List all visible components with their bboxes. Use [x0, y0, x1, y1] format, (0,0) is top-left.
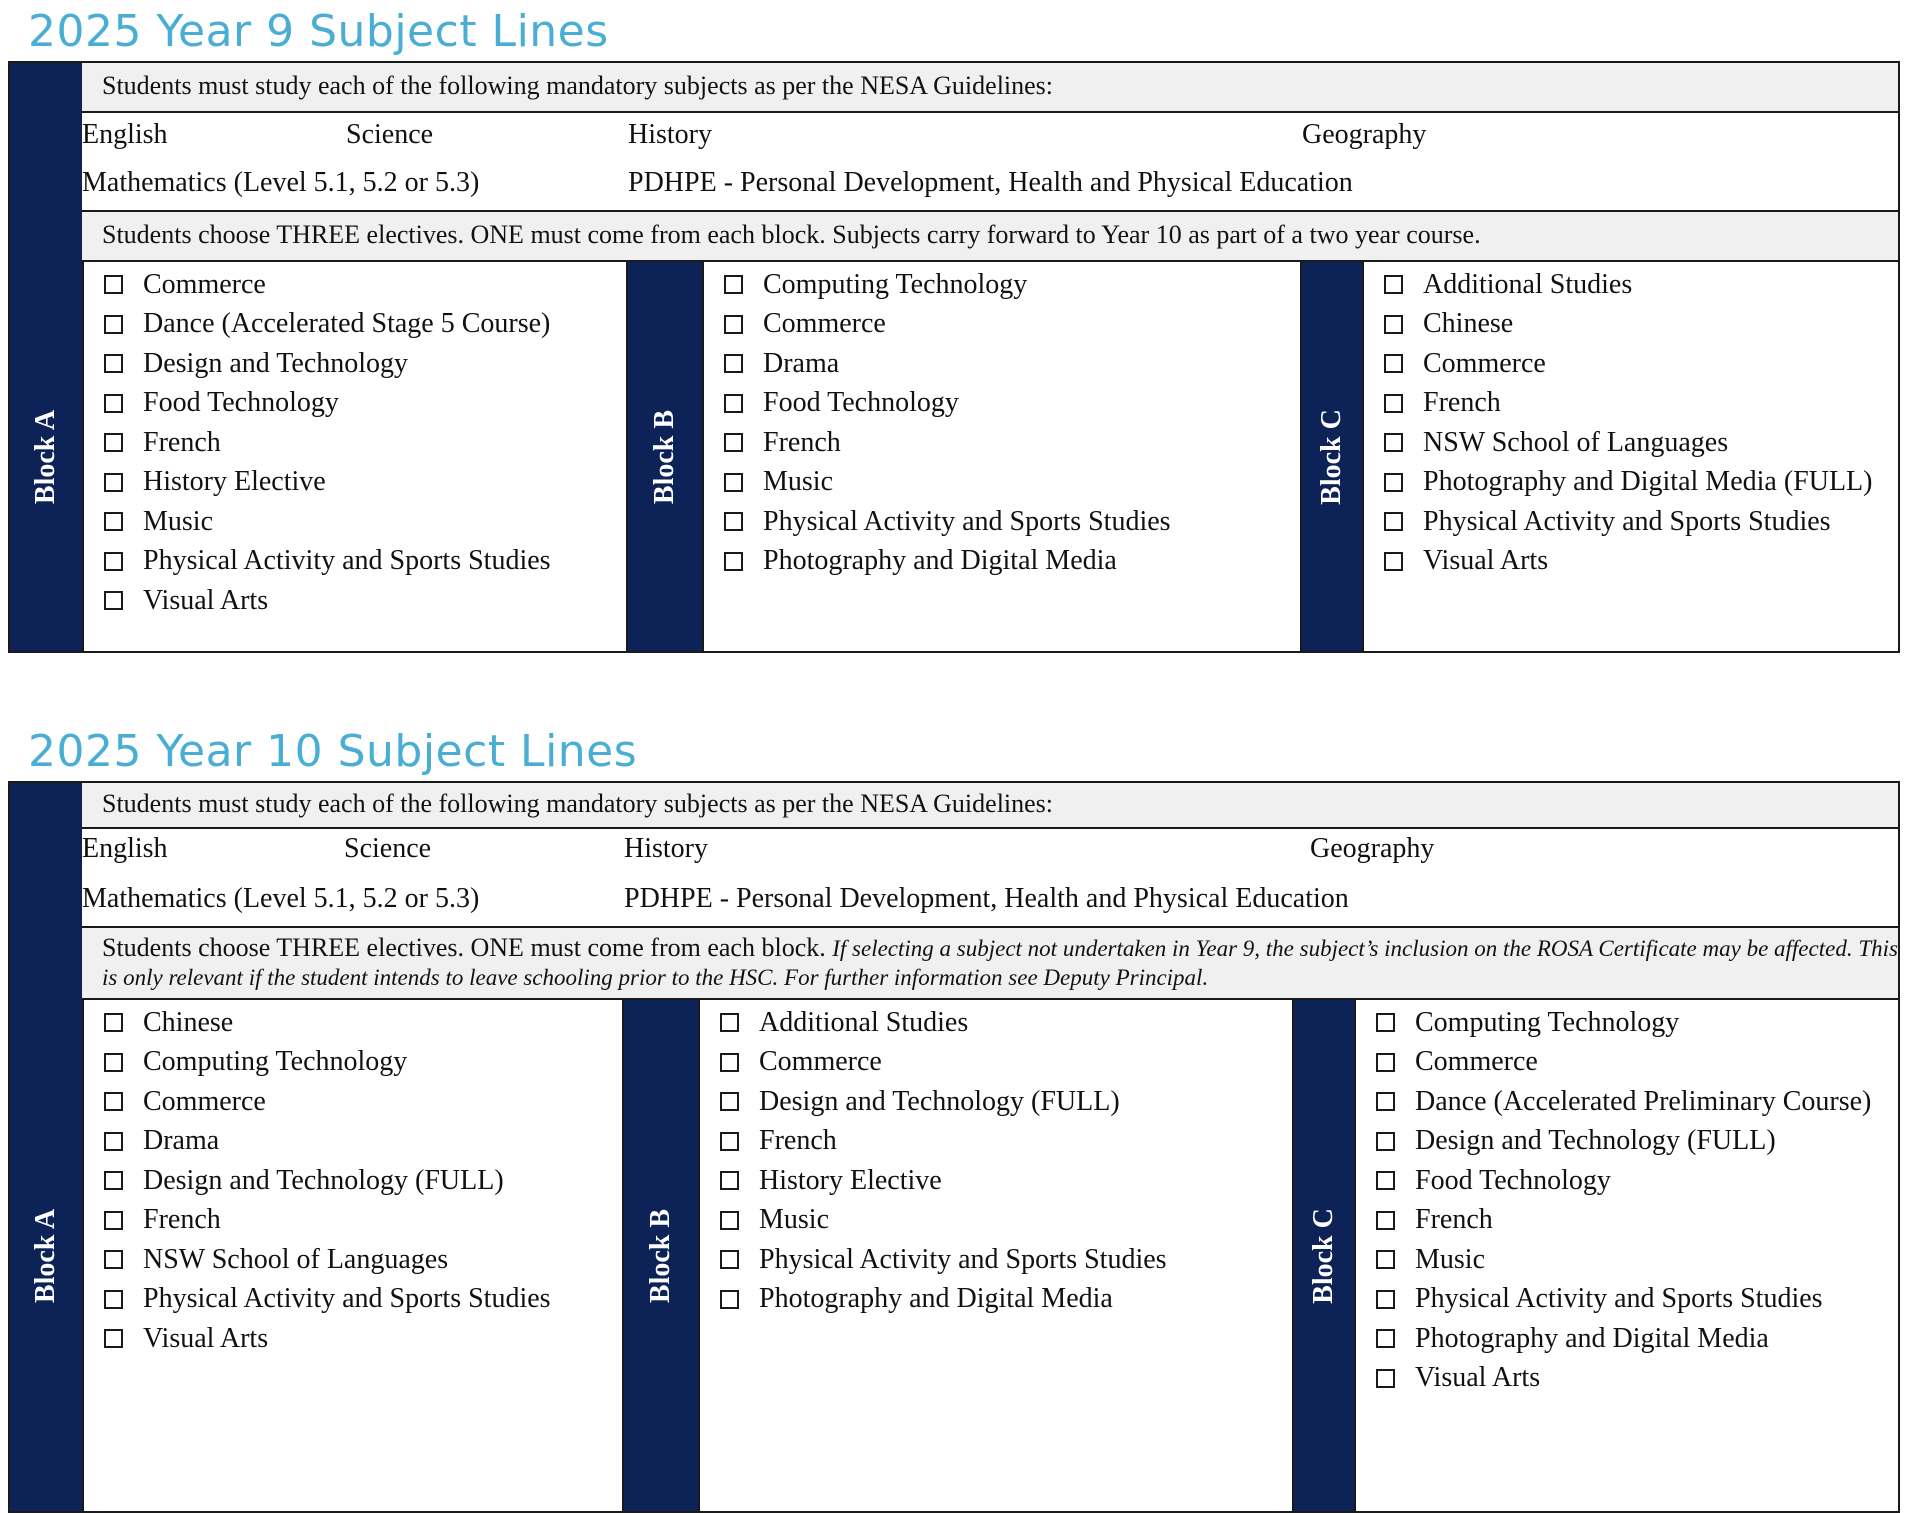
- year9-block-a-label: [10, 262, 82, 651]
- year10-block-a-subject[interactable]: Commerce: [104, 1082, 551, 1122]
- checkbox-icon[interactable]: [104, 1053, 123, 1072]
- year9-block-a-subject[interactable]: Commerce: [104, 265, 551, 305]
- year10-mandatory-pdhpe: PDHPE - Personal Development, Health and Physical Education: [624, 883, 1349, 914]
- year9-block-a-subject[interactable]: French: [104, 423, 551, 463]
- year9-electives-intro: Students choose THREE electives. ONE must come from each block. Subjects carry forward to Year 10 as part of a two year course.: [82, 212, 1898, 262]
- year9-block-a-list: [104, 265, 551, 621]
- checkbox-icon[interactable]: [720, 1290, 739, 1309]
- year10-block-a-border: [82, 1000, 84, 1511]
- checkbox-icon[interactable]: [104, 1092, 123, 1111]
- checkbox-icon[interactable]: [720, 1171, 739, 1190]
- checkbox-icon[interactable]: [724, 275, 743, 294]
- checkbox-icon[interactable]: [1376, 1132, 1395, 1151]
- year10-block-a-subject[interactable]: NSW School of Languages: [104, 1240, 551, 1280]
- year9-mandatory-mathematics: Mathematics (Level 5.1, 5.2 or 5.3): [82, 167, 480, 198]
- year9-block-c-subject[interactable]: Chinese: [1384, 305, 1872, 345]
- year9-block-b-subject[interactable]: Photography and Digital Media: [724, 542, 1171, 582]
- checkbox-icon[interactable]: [104, 1211, 123, 1230]
- year9-block-b-subject[interactable]: Physical Activity and Sports Studies: [724, 502, 1171, 542]
- year10-mandatory-geography: Geography: [1310, 833, 1435, 864]
- checkbox-icon[interactable]: [1384, 473, 1403, 492]
- year9-block-a-subject[interactable]: Dance (Accelerated Stage 5 Course): [104, 305, 551, 345]
- year10-block-c-label: [1294, 1000, 1354, 1511]
- checkbox-icon[interactable]: [104, 1329, 123, 1348]
- year10-block-b-subject[interactable]: Physical Activity and Sports Studies: [720, 1240, 1167, 1280]
- year10-block-c-inner-border: [1354, 1000, 1356, 1511]
- year9-block-b-title: Block B: [649, 409, 680, 504]
- checkbox-icon[interactable]: [104, 354, 123, 373]
- checkbox-icon[interactable]: [720, 1132, 739, 1151]
- year10-mandatory-science: Science: [344, 833, 432, 864]
- checkbox-icon[interactable]: [1384, 433, 1403, 452]
- checkbox-icon[interactable]: [1376, 1092, 1395, 1111]
- year10-block-a-subject[interactable]: Visual Arts: [104, 1319, 551, 1359]
- year9-block-c-subject[interactable]: Photography and Digital Media (FULL): [1384, 463, 1872, 503]
- year10-block-a-subject[interactable]: Chinese: [104, 1003, 551, 1043]
- year10-block-a-subject[interactable]: Drama: [104, 1122, 551, 1162]
- year9-mandatory-intro: Students must study each of the following mandatory subjects as per the NESA Guidelines:: [82, 63, 1898, 113]
- checkbox-icon[interactable]: [1376, 1013, 1395, 1032]
- checkbox-icon[interactable]: [104, 1171, 123, 1190]
- year9-block-c-subject[interactable]: French: [1384, 384, 1872, 424]
- year9-block-b-inner-border: [702, 262, 704, 651]
- year10-mandatory-intro: Students must study each of the following mandatory subjects as per the NESA Guidelines:: [82, 783, 1898, 829]
- year9-block-b-subject[interactable]: Commerce: [724, 305, 1171, 345]
- year9-block-c-title: Block C: [1316, 408, 1347, 505]
- checkbox-icon[interactable]: [104, 433, 123, 452]
- year9-block-b-label: [628, 262, 702, 651]
- year9-block-a-subject[interactable]: Visual Arts: [104, 581, 551, 621]
- year10-block-b-subject[interactable]: History Elective: [720, 1161, 1167, 1201]
- checkbox-icon[interactable]: [104, 394, 123, 413]
- year10-block-c-subject[interactable]: Dance (Accelerated Preliminary Course): [1376, 1082, 1871, 1122]
- year10-block-c-subject[interactable]: Photography and Digital Media: [1376, 1319, 1871, 1359]
- year10-block-b-subject[interactable]: Photography and Digital Media: [720, 1280, 1167, 1320]
- checkbox-icon[interactable]: [724, 433, 743, 452]
- checkbox-icon[interactable]: [1376, 1211, 1395, 1230]
- year10-title: 2025 Year 10 Subject Lines: [28, 726, 638, 777]
- year10-block-c-subject[interactable]: Design and Technology (FULL): [1376, 1122, 1871, 1162]
- year9-mandatory-geography: Geography: [1302, 119, 1427, 150]
- year10-block-c-subject[interactable]: Food Technology: [1376, 1161, 1871, 1201]
- year10-block-c-subject[interactable]: Commerce: [1376, 1043, 1871, 1083]
- year9-block-b-subject[interactable]: French: [724, 423, 1171, 463]
- year10-block-a-title: Block A: [30, 1208, 61, 1303]
- year10-block-c-list: [1376, 1003, 1871, 1398]
- year10-block-b-subject[interactable]: French: [720, 1122, 1167, 1162]
- year9-block-c-inner-border: [1362, 262, 1364, 651]
- checkbox-icon[interactable]: [104, 1013, 123, 1032]
- year10-block-a-subject[interactable]: Physical Activity and Sports Studies: [104, 1280, 551, 1320]
- year10-block-c-subject[interactable]: French: [1376, 1201, 1871, 1241]
- checkbox-icon[interactable]: [724, 354, 743, 373]
- year10-block-a-subject[interactable]: Computing Technology: [104, 1043, 551, 1083]
- checkbox-icon[interactable]: [104, 315, 123, 334]
- checkbox-icon[interactable]: [720, 1092, 739, 1111]
- year10-block-b-subject[interactable]: Additional Studies: [720, 1003, 1167, 1043]
- year10-mandatory-english: English: [82, 833, 168, 864]
- checkbox-icon[interactable]: [1384, 552, 1403, 571]
- year9-block-a-subject[interactable]: Food Technology: [104, 384, 551, 424]
- checkbox-icon[interactable]: [720, 1250, 739, 1269]
- year9-block-b-subject[interactable]: Music: [724, 463, 1171, 503]
- checkbox-icon[interactable]: [1376, 1329, 1395, 1348]
- year9-block-c-label: [1302, 262, 1362, 651]
- year9-mandatory-english: English: [82, 119, 168, 150]
- year9-block-a-subject[interactable]: Design and Technology: [104, 344, 551, 384]
- checkbox-icon[interactable]: [104, 512, 123, 531]
- checkbox-icon[interactable]: [104, 591, 123, 610]
- checkbox-icon[interactable]: [724, 512, 743, 531]
- checkbox-icon[interactable]: [724, 394, 743, 413]
- checkbox-icon[interactable]: [1384, 354, 1403, 373]
- checkbox-icon[interactable]: [720, 1211, 739, 1230]
- year9-mandatory-history: History: [628, 119, 712, 150]
- checkbox-icon[interactable]: [724, 315, 743, 334]
- year10-electives-intro: Students choose THREE electives. ONE must come from each block.: [102, 933, 826, 962]
- year9-block-a-subject[interactable]: Physical Activity and Sports Studies: [104, 542, 551, 582]
- checkbox-icon[interactable]: [724, 473, 743, 492]
- year9-block-b-subject[interactable]: Drama: [724, 344, 1171, 384]
- year9-subject-table: [8, 61, 1900, 653]
- checkbox-icon[interactable]: [1376, 1171, 1395, 1190]
- checkbox-icon[interactable]: [104, 275, 123, 294]
- checkbox-icon[interactable]: [1384, 512, 1403, 531]
- year10-block-c-title: Block C: [1308, 1207, 1339, 1304]
- year10-electives-intro-box: [82, 928, 1898, 1000]
- year10-block-b-subject[interactable]: Commerce: [720, 1043, 1167, 1083]
- year10-block-a-subject[interactable]: Design and Technology (FULL): [104, 1161, 551, 1201]
- year10-block-c-subject[interactable]: Visual Arts: [1376, 1359, 1871, 1399]
- year9-block-a-title: Block A: [30, 409, 61, 504]
- checkbox-icon[interactable]: [1384, 275, 1403, 294]
- year10-block-b-subject[interactable]: Design and Technology (FULL): [720, 1082, 1167, 1122]
- year10-block-b-subject[interactable]: Music: [720, 1201, 1167, 1241]
- checkbox-icon[interactable]: [1384, 394, 1403, 413]
- checkbox-icon[interactable]: [720, 1053, 739, 1072]
- year10-mandatory-history: History: [624, 833, 708, 864]
- checkbox-icon[interactable]: [104, 552, 123, 571]
- year10-block-b-title: Block B: [645, 1208, 676, 1303]
- checkbox-icon[interactable]: [104, 1250, 123, 1269]
- year10-block-b-inner-border: [698, 1000, 700, 1511]
- checkbox-icon[interactable]: [1384, 315, 1403, 334]
- checkbox-icon[interactable]: [104, 473, 123, 492]
- year9-block-b-list: [724, 265, 1171, 581]
- checkbox-icon[interactable]: [1376, 1250, 1395, 1269]
- year10-block-c-subject[interactable]: Computing Technology: [1376, 1003, 1871, 1043]
- year9-block-a-subject[interactable]: Music: [104, 502, 551, 542]
- checkbox-icon[interactable]: [104, 1290, 123, 1309]
- year9-block-a-border: [82, 262, 84, 651]
- checkbox-icon[interactable]: [720, 1013, 739, 1032]
- year9-block-b-subject[interactable]: Computing Technology: [724, 265, 1171, 305]
- year9-block-a-subject[interactable]: History Elective: [104, 463, 551, 503]
- year10-mandatory-mathematics: Mathematics (Level 5.1, 5.2 or 5.3): [82, 883, 480, 914]
- year10-block-b-list: [720, 1003, 1167, 1319]
- checkbox-icon[interactable]: [1376, 1053, 1395, 1072]
- checkbox-icon[interactable]: [724, 552, 743, 571]
- year10-block-a-subject[interactable]: French: [104, 1201, 551, 1241]
- year10-block-a-list: [104, 1003, 551, 1359]
- year9-mandatory-pdhpe: PDHPE - Personal Development, Health and Physical Education: [628, 167, 1353, 198]
- year10-block-b-label: [624, 1000, 698, 1511]
- year10-block-c-subject[interactable]: Music: [1376, 1240, 1871, 1280]
- year10-electives-note: If selecting a subject not undertaken in Year 9, the subject’s inclusion on the ROSA Certificate may be affected. This is only relevant if the student intends to leave schooling prior to the HSC. For further information see Deputy Principal.: [102, 936, 1898, 990]
- year9-mandatory-science: Science: [346, 119, 434, 150]
- year9-block-c-subject[interactable]: Physical Activity and Sports Studies: [1384, 502, 1872, 542]
- year9-block-c-subject[interactable]: Commerce: [1384, 344, 1872, 384]
- year10-block-a-label: [10, 1000, 82, 1511]
- checkbox-icon[interactable]: [104, 1132, 123, 1151]
- year9-block-c-list: [1384, 265, 1872, 581]
- year9-block-b-subject[interactable]: Food Technology: [724, 384, 1171, 424]
- year9-block-c-subject[interactable]: Additional Studies: [1384, 265, 1872, 305]
- year9-title: 2025 Year 9 Subject Lines: [28, 6, 609, 57]
- checkbox-icon[interactable]: [1376, 1290, 1395, 1309]
- checkbox-icon[interactable]: [1376, 1369, 1395, 1388]
- year10-subject-table: [8, 781, 1900, 1513]
- year9-block-c-subject[interactable]: Visual Arts: [1384, 542, 1872, 582]
- year9-block-c-subject[interactable]: NSW School of Languages: [1384, 423, 1872, 463]
- year10-block-c-subject[interactable]: Physical Activity and Sports Studies: [1376, 1280, 1871, 1320]
